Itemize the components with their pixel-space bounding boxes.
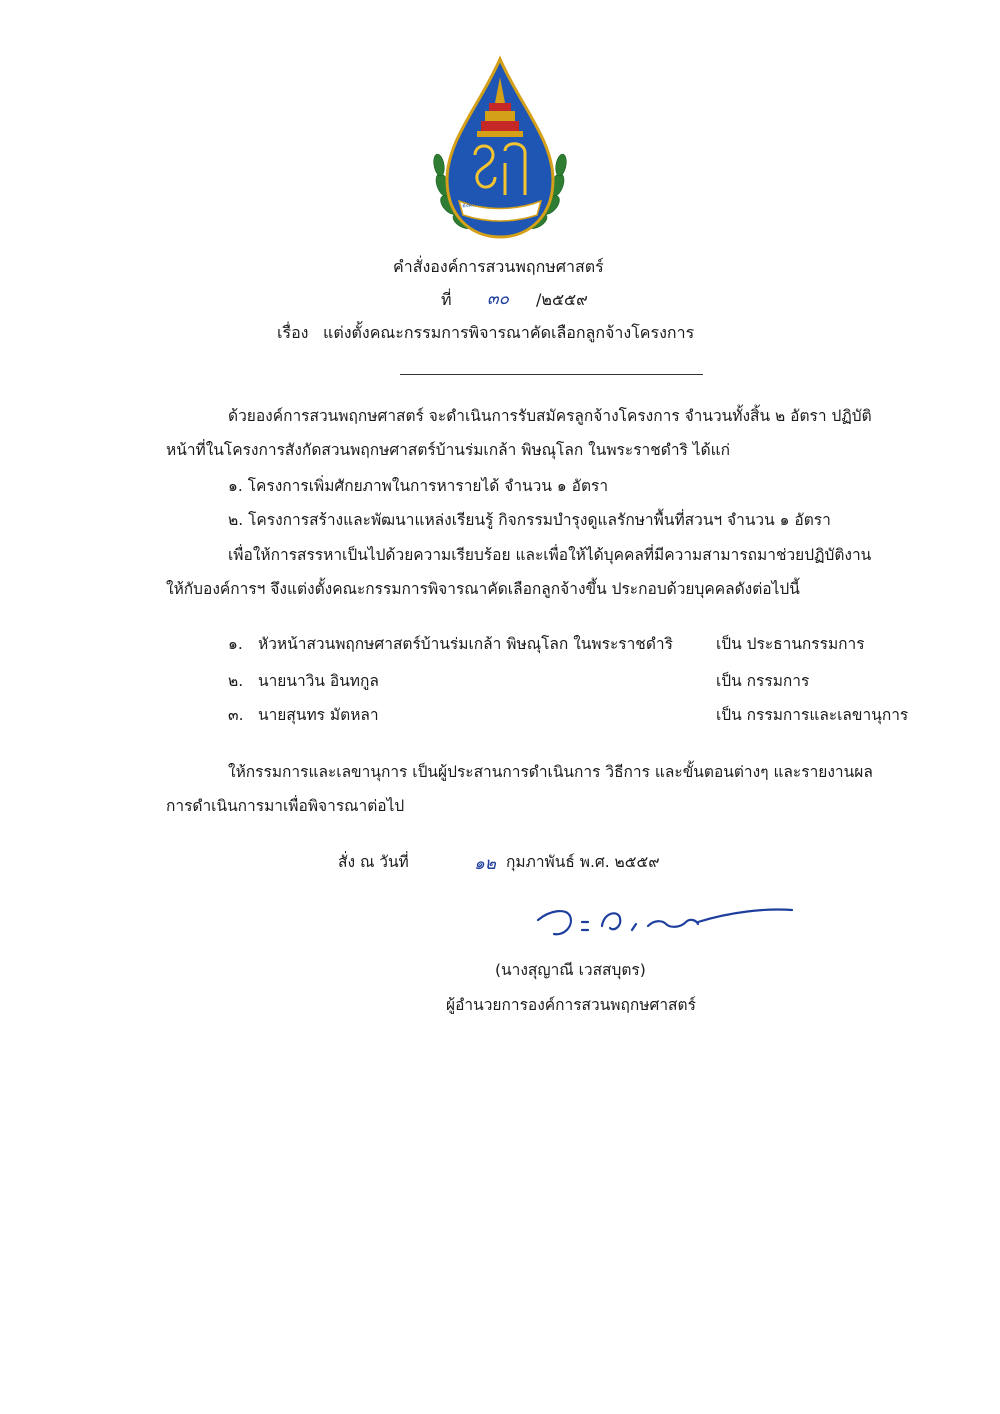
committee-member-name: นายสุนทร มัตหลา: [258, 706, 379, 724]
purpose-line-1: เพื่อให้การสรรหาเป็นไปด้วยความเรียบร้อย และเพื่อให้ได้บุคคลที่มีความสามารถมาช่วยปฏิบัติงาน: [228, 546, 872, 564]
project-item-2: ๒. โครงการสร้างและพัฒนาแหล่งเรียนรู้ กิจกรรมบำรุงดูแลรักษาพื้นที่สวนฯ จำนวน ๑ อัตรา: [228, 511, 831, 529]
closing-line-1: ให้กรรมการและเลขานุการ เป็นผู้ประสานการดำเนินการ วิธีการ และขั้นตอนต่างๆ และรายงานผล: [228, 763, 873, 781]
organization-logo: [425, 55, 575, 245]
committee-member-name: นายนาวิน อินทกูล: [258, 672, 379, 690]
handwritten-signature: [530, 898, 800, 948]
intro-line-1: ด้วยองค์การสวนพฤกษศาสตร์ จะดำเนินการรับสมัครลูกจ้างโครงการ จำนวนทั้งสิ้น ๒ อัตรา ปฏิบัติ: [228, 407, 872, 425]
purpose-line-2: ให้กับองค์การฯ จึงแต่งตั้งคณะกรรมการพิจารณาคัดเลือกลูกจ้างขึ้น ประกอบด้วยบุคคลดังต่อไปนี้: [166, 580, 800, 598]
signatory-name: (นางสุญาณี เวสสบุตร): [495, 961, 646, 979]
committee-member-role: เป็น กรรมการ: [716, 672, 810, 690]
project-item-1: ๑. โครงการเพิ่มศักยภาพในการหารายได้ จำนวน ๑ อัตรา: [228, 477, 609, 495]
closing-line-2: การดำเนินการมาเพื่อพิจารณาต่อไป: [166, 797, 405, 815]
order-number-handwritten: ๓๐: [487, 289, 509, 309]
committee-member-name: หัวหน้าสวนพฤกษศาสตร์บ้านร่มเกล้า พิษณุโลก ในพระราชดำริ: [258, 635, 673, 653]
committee-member-role: เป็น กรรมการและเลขานุการ: [716, 706, 909, 724]
subject-label: เรื่อง: [277, 323, 309, 342]
committee-member-role: เป็น ประธานกรรมการ: [716, 635, 865, 653]
committee-number: ๑.: [228, 635, 243, 653]
order-date-month-year: กุมภาพันธ์ พ.ศ. ๒๕๕๙: [506, 853, 660, 871]
subject-text: แต่งตั้งคณะกรรมการพิจารณาคัดเลือกลูกจ้างโครงการ: [323, 323, 695, 342]
committee-number: ๒.: [228, 672, 244, 690]
intro-line-2: หน้าที่ในโครงการสังกัดสวนพฤกษศาสตร์บ้านร่มเกล้า พิษณุโลก ในพระราชดำริ ได้แก่: [166, 441, 731, 459]
order-date-day-handwritten: ๑๒: [474, 854, 496, 874]
document-title: คำสั่งองค์การสวนพฤกษศาสตร์: [393, 257, 604, 276]
committee-number: ๓.: [228, 706, 244, 724]
header-divider: [400, 374, 703, 375]
signatory-position: ผู้อำนวยการองค์การสวนพฤกษศาสตร์: [446, 996, 696, 1014]
order-date-prefix: สั่ง ณ วันที่: [338, 853, 409, 871]
logo-band-text: องค์การสวนพฤกษศาสตร์: [461, 197, 528, 210]
order-number-label: ที่: [441, 290, 452, 309]
order-number-suffix: /๒๕๕๙: [536, 290, 588, 309]
